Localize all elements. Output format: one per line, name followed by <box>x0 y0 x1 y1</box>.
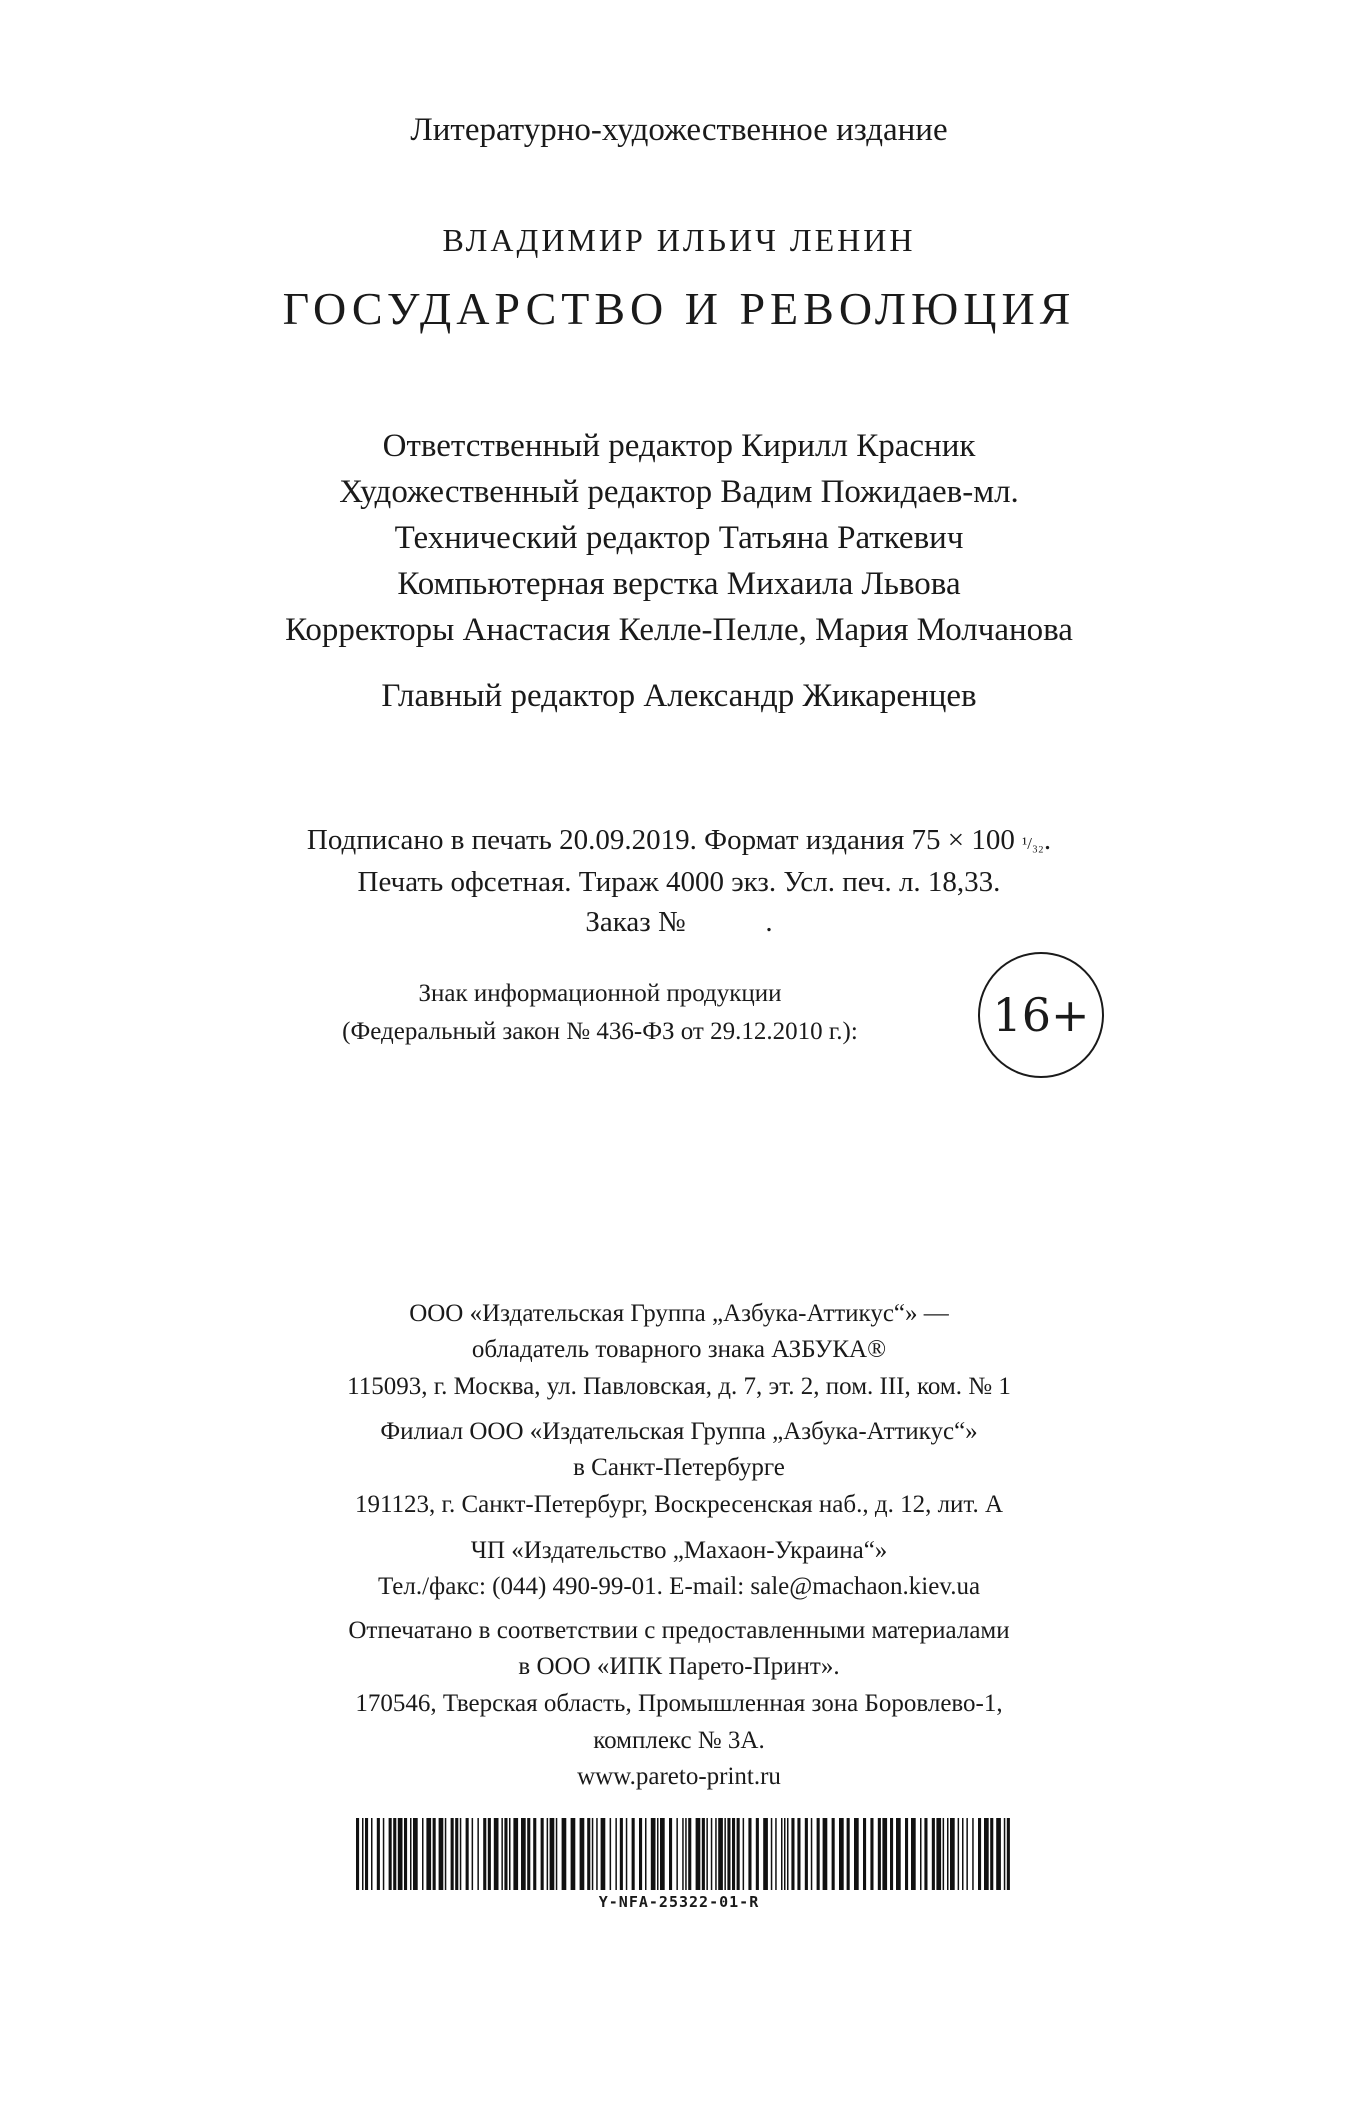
barcode-bar <box>932 1818 935 1890</box>
barcode-bar <box>990 1818 993 1890</box>
barcode-bar <box>711 1818 713 1890</box>
barcode-bar <box>920 1818 922 1890</box>
barcode-bar <box>533 1818 536 1890</box>
barcode-bar <box>488 1818 491 1890</box>
barcode-bar <box>580 1818 585 1890</box>
author-name: ВЛАДИМИР ИЛЬИЧ ЛЕНИН <box>442 222 916 258</box>
barcode-bar <box>688 1818 691 1890</box>
barcode-bar <box>639 1818 642 1890</box>
barcode-bar <box>854 1818 859 1890</box>
barcode-bar <box>513 1818 518 1890</box>
barcode-bar <box>984 1818 989 1890</box>
barcode-bar <box>943 1818 945 1890</box>
publisher-line: 191123, г. Санкт-Петербург, Воскресенская наб., д. 12, лит. А <box>354 1491 1004 1518</box>
barcode-bar <box>676 1818 678 1890</box>
credit-line: Ответственный редактор Кирилл Красник <box>382 428 976 464</box>
barcode-label: Y-NFA-25322-01-R <box>598 1893 760 1911</box>
barcode-bar <box>936 1818 941 1890</box>
barcode-bar <box>958 1818 960 1890</box>
barcode-bar <box>896 1818 901 1890</box>
barcode-bar <box>521 1818 526 1890</box>
barcode-bar <box>371 1818 373 1890</box>
barcode-bar <box>615 1818 617 1890</box>
barcode-bar <box>541 1818 544 1890</box>
barcode-bar <box>527 1818 530 1890</box>
barcode-bar <box>763 1818 768 1890</box>
barcode-bar <box>1007 1818 1010 1890</box>
barcode-bar <box>911 1818 916 1890</box>
barcode-bar <box>787 1818 789 1890</box>
barcode-bar <box>433 1818 436 1890</box>
barcode-bar <box>743 1818 745 1890</box>
barcode-bar <box>398 1818 403 1890</box>
barcode-bar <box>996 1818 1001 1890</box>
barcode-bar <box>365 1818 368 1890</box>
barcode-bar <box>978 1818 981 1890</box>
printer-website: www.pareto-print.ru <box>577 1763 781 1790</box>
barcode-bar <box>620 1818 623 1890</box>
barcode-bar <box>791 1818 794 1890</box>
chief-editor-line: Главный редактор Александр Жикаренцев <box>381 678 977 714</box>
barcode-bar <box>797 1818 800 1890</box>
barcode-bar <box>404 1818 407 1890</box>
barcode-bar <box>377 1818 380 1890</box>
barcode-bar <box>781 1818 783 1890</box>
barcode-bar <box>439 1818 444 1890</box>
barcode-bar <box>756 1818 759 1890</box>
genre-label: Литературно-художественное издание <box>410 112 948 148</box>
barcode-bar <box>775 1818 777 1890</box>
barcode-bar <box>696 1818 701 1890</box>
barcode-bar <box>972 1818 974 1890</box>
barcode-bar <box>596 1818 598 1890</box>
barcode-bar <box>682 1818 684 1890</box>
barcode-bar <box>466 1818 469 1890</box>
book-title: ГОСУДАРСТВО И РЕВОЛЮЦИЯ <box>282 283 1076 334</box>
barcode-bar <box>950 1818 955 1890</box>
barcode-bar <box>966 1818 968 1890</box>
barcode-bar <box>477 1818 479 1890</box>
barcode-bar <box>706 1818 708 1890</box>
barcode-bar <box>550 1818 555 1890</box>
barcode-bar <box>504 1818 507 1890</box>
barcode-bar <box>556 1818 558 1890</box>
barcode-bar <box>748 1818 751 1890</box>
barcode-bar <box>847 1818 850 1890</box>
barcode-bar <box>445 1818 447 1890</box>
barcode-bar <box>509 1818 511 1890</box>
barcode-bar <box>724 1818 726 1890</box>
barcode-bar <box>718 1818 723 1890</box>
barcode-bar <box>410 1818 412 1890</box>
barcode-bar <box>863 1818 866 1890</box>
barcode-bar <box>832 1818 835 1890</box>
barcode-bar <box>494 1818 499 1890</box>
printer-line: в ООО «ИПК Парето-Принт». <box>518 1653 840 1680</box>
barcode-bar <box>870 1818 873 1890</box>
barcode-bar <box>737 1818 740 1890</box>
barcode-bar <box>356 1818 359 1890</box>
barcode-bar <box>715 1818 717 1890</box>
barcode-bar <box>878 1818 881 1890</box>
barcode-bar <box>811 1818 813 1890</box>
barcode-bar <box>660 1818 665 1890</box>
publisher-line: ООО «Издательская Группа „Азбука-Аттикус“» — <box>409 1300 949 1327</box>
info-sign-text <box>270 975 930 1051</box>
publisher-line: Тел./факс: (044) 490-99-01. E-mail: sale@machaon.kiev.ua <box>377 1573 981 1600</box>
barcode-bar <box>601 1818 606 1890</box>
barcode-bar <box>645 1818 647 1890</box>
credit-line: Технический редактор Татьяна Раткевич <box>394 520 964 556</box>
publisher-line: в Санкт-Петербурге <box>573 1454 785 1481</box>
barcode-bar <box>839 1818 844 1890</box>
barcode-bar <box>632 1818 635 1890</box>
barcode-bar <box>562 1818 567 1890</box>
barcode-bar <box>727 1818 730 1890</box>
barcode-bar <box>924 1818 927 1890</box>
info-sign-line: (Федеральный закон № 436-ФЗ от 29.12.2010 г.): <box>342 1018 858 1045</box>
barcode-bar <box>805 1818 808 1890</box>
barcode-bar <box>483 1818 486 1890</box>
order-number-line: Заказ № . <box>585 906 773 938</box>
barcode-bar <box>947 1818 949 1890</box>
credit-line: Компьютерная верстка Михаила Львова <box>397 566 961 602</box>
credit-line: Корректоры Анастасия Келле-Пелле, Мария Молчанова <box>285 612 1073 648</box>
barcode-bar <box>592 1818 594 1890</box>
age-rating-label: 16+ <box>992 988 1090 1042</box>
printer-line: Отпечатано в соответствии с предоставленными материалами <box>348 1617 1010 1644</box>
barcode-bar <box>626 1818 628 1890</box>
publisher-line: обладатель товарного знака АЗБУКА® <box>471 1336 887 1363</box>
age-rating-badge <box>978 952 1104 1078</box>
barcode-bar <box>571 1818 576 1890</box>
barcode-bar <box>890 1818 893 1890</box>
barcode-bar <box>460 1818 462 1890</box>
barcode-bar <box>784 1818 786 1890</box>
barcode-bar <box>383 1818 385 1890</box>
barcode-bar <box>426 1818 431 1890</box>
barcode-bar <box>669 1818 672 1890</box>
publisher-line: 115093, г. Москва, ул. Павловская, д. 7, эт. 2, пом. III, ком. № 1 <box>347 1373 1011 1400</box>
barcode-bar <box>685 1818 687 1890</box>
print-info-line: Печать офсетная. Тираж 4000 экз. Усл. печ. л. 18,33. <box>357 866 1001 898</box>
credit-line: Художественный редактор Вадим Пожидаев-мл. <box>339 474 1019 510</box>
barcode-bar <box>905 1818 908 1890</box>
barcode-bar <box>389 1818 392 1890</box>
barcode-bar <box>422 1818 424 1890</box>
barcode-bar <box>962 1818 964 1890</box>
barcode-bar <box>610 1818 612 1890</box>
print-info-line: Подписано в печать 20.09.2019. Формат издания 75 × 100 ¹/₃₂. <box>306 824 1052 856</box>
barcode-bar <box>547 1818 549 1890</box>
barcode-bar <box>882 1818 887 1890</box>
publisher-line: Филиал ООО «Издательская Группа „Азбука-Аттикус“» <box>380 1418 978 1445</box>
barcode-bar <box>1004 1818 1006 1890</box>
printer-line: 170546, Тверская область, Промышленная зона Боровлево-1, <box>355 1690 1003 1717</box>
barcode-bar <box>455 1818 458 1890</box>
barcode-bar <box>651 1818 656 1890</box>
barcode-bar <box>472 1818 474 1890</box>
barcode-bar <box>657 1818 659 1890</box>
barcode-bar <box>413 1818 418 1890</box>
barcode-bar <box>393 1818 396 1890</box>
printer-line: комплекс № 3А. <box>593 1727 765 1754</box>
publisher-line: ЧП «Издательство „Махаон-Украина“» <box>470 1537 888 1564</box>
barcode-bar <box>362 1818 364 1890</box>
info-sign-line: Знак информационной продукции <box>418 980 782 1007</box>
barcode-bar <box>587 1818 590 1890</box>
barcode-bar <box>771 1818 773 1890</box>
barcode-bar <box>501 1818 503 1890</box>
barcode-bar <box>823 1818 828 1890</box>
barcode <box>356 1818 1016 1890</box>
barcode-bar <box>451 1818 454 1890</box>
barcode-bar <box>702 1818 705 1890</box>
barcode-bar <box>817 1818 820 1890</box>
barcode-bar <box>732 1818 735 1890</box>
